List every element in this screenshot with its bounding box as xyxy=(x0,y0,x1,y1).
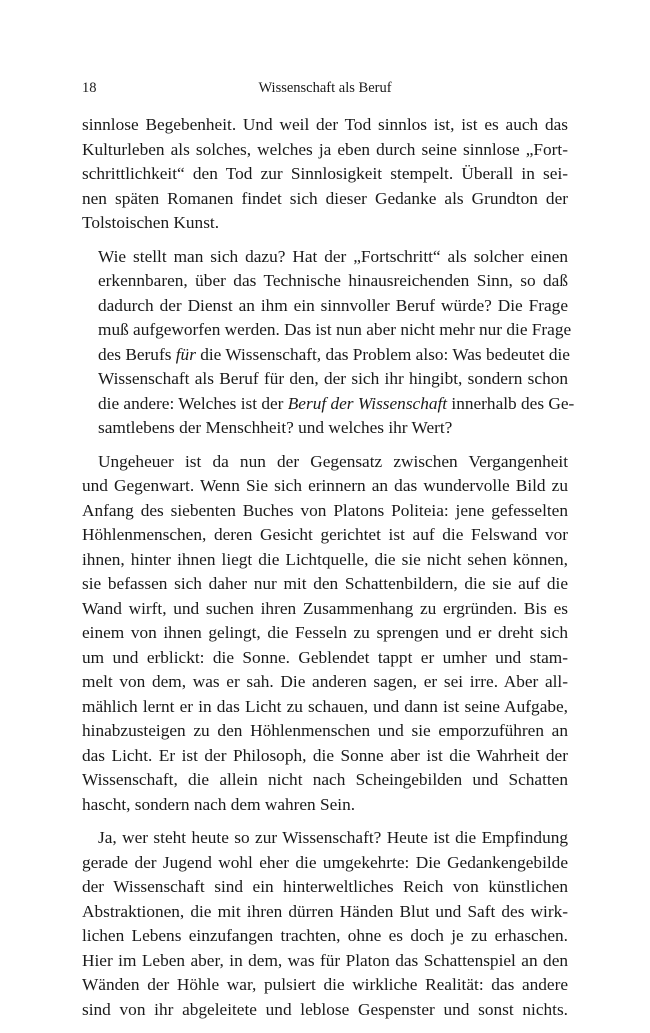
text-line: sinnlose Begebenheit. Und weil der Tod sinnlos ist, ist es auch das xyxy=(82,115,568,134)
paragraph xyxy=(82,113,568,236)
text-line: Ja, wer steht heute so zur Wissenschaft? Heute ist die Empfindung xyxy=(98,828,568,847)
text-line: Anfang des siebenten Buches von Platons Politeia: jene gefesselten xyxy=(82,500,568,520)
text-line: Wissenschaft als Beruf für den, der sich ihr hingibt, sondern schon xyxy=(98,369,568,388)
text-line: der Wissenschaft sind ein hinterweltliches Reich von künstlichen xyxy=(82,877,568,896)
text-line: dadurch der Dienst an ihm ein sinnvoller Beruf würde? Die Frage xyxy=(98,295,568,315)
text-run: innerhalb des Ge- xyxy=(447,393,575,413)
emphasis: für xyxy=(175,344,196,364)
text-line: erkennbaren, über das Technische hinausreichenden Sinn, so daß xyxy=(98,271,568,290)
text-line: und Gegenwart. Wenn Sie sich erinnern an das wundervolle Bild zu xyxy=(82,476,568,495)
text-line: Wand wirft, und suchen ihren Zusammenhang zu ergründen. Bis es xyxy=(82,598,568,618)
text-line: ihnen, hinter ihnen liegt die Lichtquelle, die sie nicht sehen können, xyxy=(82,549,568,569)
text-line: hinabzusteigen zu den Höhlenmenschen und sie emporzuführen an xyxy=(82,721,568,740)
text-line: Hier im Leben aber, in dem, was für Platon das Schattenspiel an den xyxy=(82,950,568,970)
text-run: die Wissenschaft, das Problem also: Was bedeutet die xyxy=(195,344,570,364)
text-line: Wie stellt man sich dazu? Hat der „Fortschritt“ als solcher einen xyxy=(98,246,568,266)
paragraph xyxy=(82,826,568,1022)
text-line: Wänden der Höhle war, pulsiert die wirkliche Realität: das andere xyxy=(82,975,568,994)
paragraph xyxy=(82,245,575,441)
text-line: sie befassen sich daher nur mit den Schattenbildern, die sie auf die xyxy=(82,574,568,593)
text-line: gerade der Jugend wohl eher die umgekehrte: Die Gedankengebilde xyxy=(82,852,568,872)
text-line: das Licht. Er ist der Philosoph, die Sonne aber ist die Wahrheit der xyxy=(82,745,568,765)
text-line: einem von ihnen gelingt, die Fesseln zu sprengen und er dreht sich xyxy=(82,623,568,642)
paragraph xyxy=(82,450,568,818)
text-line: Abstraktionen, die mit ihren dürren Händen Blut und Saft des wirk- xyxy=(82,901,568,921)
text-line: Wissenschaft, die allein nicht nach Scheingebilden und Schatten xyxy=(82,770,568,789)
text-run: die andere: Welches ist der xyxy=(98,393,288,413)
text-line: nen späten Romanen findet sich dieser Gedanke als Grundton der xyxy=(82,188,568,208)
text-line: melt von dem, was er sah. Die anderen sagen, er sei irre. Aber all- xyxy=(82,672,568,691)
text-line: muß aufgeworfen werden. Das ist nun aber nicht mehr nur die Frage xyxy=(98,320,572,339)
text-line: hascht, sondern nach dem wahren Sein. xyxy=(82,794,356,814)
running-title: Wissenschaft als Beruf xyxy=(258,80,392,96)
text-line: sind von ihr abgeleitete und leblose Gespenster und sonst nichts. xyxy=(82,999,568,1019)
text-line: Ungeheuer ist da nun der Gegensatz zwischen Vergangenheit xyxy=(98,451,568,471)
text-line: Tolstoischen Kunst. xyxy=(82,213,220,232)
text-line: um und erblickt: die Sonne. Geblendet tappt er umher und stam- xyxy=(82,647,568,667)
text-line: samtlebens der Menschheit? und welches ihr Wert? xyxy=(98,418,453,437)
text-run: des Berufs xyxy=(98,344,176,364)
text-line: schrittlichkeit“ den Tod zur Sinnlosigkeit stempelt. Überall in sei- xyxy=(82,164,568,183)
text-line: lichen Lebens einzufangen trachten, ohne es doch je zu erhaschen. xyxy=(82,926,568,945)
text-line: Kulturleben als solches, welches ja eben durch seine sinnlose „Fort- xyxy=(82,139,568,159)
text-line: mählich lernt er in das Licht zu schauen, und dann ist seine Aufgabe, xyxy=(82,696,568,716)
text-line: Höhlenmenschen, deren Gesicht gerichtet ist auf die Felswand vor xyxy=(82,525,568,544)
running-head xyxy=(82,78,568,98)
text-line xyxy=(82,343,568,368)
page-number: 18 xyxy=(82,80,97,96)
body-text xyxy=(82,113,575,1031)
text-line xyxy=(82,392,575,417)
emphasis: Beruf der Wissenschaft xyxy=(287,393,448,413)
